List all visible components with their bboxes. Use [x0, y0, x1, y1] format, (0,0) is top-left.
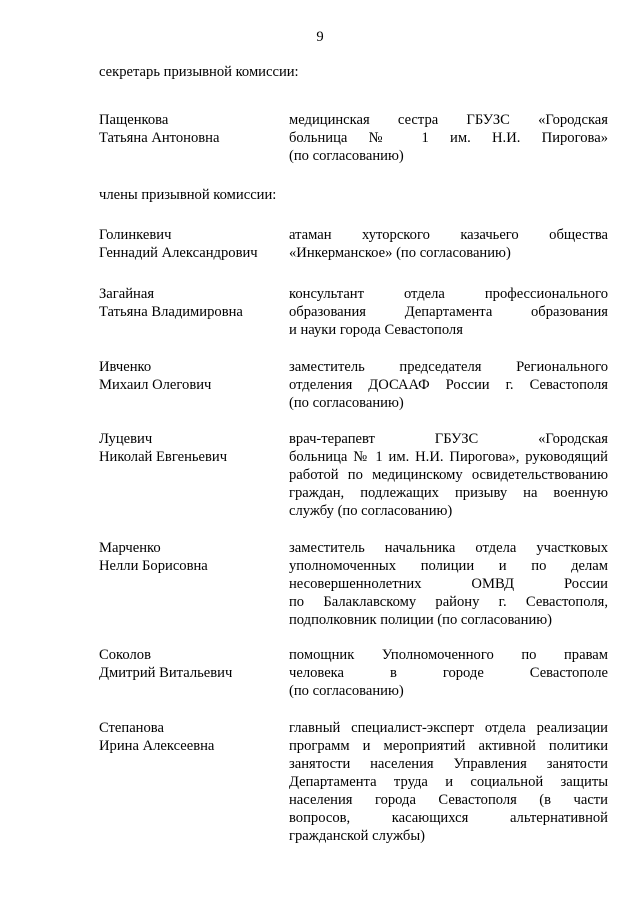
position-line: населения города Севастополя (в части [289, 792, 608, 808]
position-line: (по согласованию) [289, 683, 404, 699]
position-line: врач-терапевт ГБУЗС «Городская [289, 431, 608, 447]
member-surname: Ивченко [99, 359, 152, 375]
position-line: подполковник полиции (по согласованию) [289, 612, 553, 628]
position-line: отделения ДОСААФ России г. Севастополя [289, 377, 608, 393]
member-given-name: Дмитрий Витальевич [99, 665, 233, 681]
secretary-heading: секретарь призывной комиссии: [99, 64, 299, 80]
secretary-given-name: Татьяна Антоновна [99, 130, 220, 146]
position-line: медицинская сестра ГБУЗС «Городская [289, 112, 608, 128]
secretary-name [99, 111, 284, 147]
position-line: вопросов, касающихся альтернативной [289, 810, 608, 826]
position-line: уполномоченных полиции и по делам [289, 558, 608, 574]
position-line: и науки города Севастополя [289, 322, 463, 338]
position-line: граждан, подлежащих призыву на военную [289, 485, 608, 501]
member-given-name: Нелли Борисовна [99, 558, 208, 574]
member-given-name: Геннадий Александрович [99, 245, 258, 261]
position-line: главный специалист-эксперт отдела реализации [289, 720, 608, 736]
position-line: (по согласованию) [289, 395, 404, 411]
member-name [99, 430, 284, 466]
member-position [289, 646, 608, 700]
position-line: службу (по согласованию) [289, 503, 453, 519]
position-line: Департамента труда и социальной защиты [289, 774, 608, 790]
members-heading: члены призывной комиссии: [99, 187, 277, 203]
member-given-name: Татьяна Владимировна [99, 304, 243, 320]
member-surname: Соколов [99, 647, 151, 663]
member-position [289, 285, 608, 339]
member-name [99, 226, 284, 262]
position-line: больница № 1 им. Н.И. Пирогова», руководящий [289, 449, 608, 465]
page-number: 9 [316, 29, 324, 45]
position-line: работой по медицинскому освидетельствованию [289, 467, 608, 483]
secretary-position [289, 111, 608, 165]
member-name [99, 358, 284, 394]
member-surname: Загайная [99, 286, 155, 302]
position-line: заместитель начальника отдела участковых [289, 540, 608, 556]
position-line: больница № 1 им. Н.И. Пирогова» [289, 130, 608, 146]
member-name [99, 719, 284, 755]
position-line: заместитель председателя Регионального [289, 359, 608, 375]
member-surname: Голинкевич [99, 227, 172, 243]
member-name [99, 539, 284, 575]
position-line: образования Департамента образования [289, 304, 608, 320]
member-name [99, 646, 284, 682]
position-line: консультант отдела профессионального [289, 286, 608, 302]
position-line: помощник Уполномоченного по правам [289, 647, 608, 663]
member-given-name: Михаил Олегович [99, 377, 212, 393]
member-surname: Луцевич [99, 431, 153, 447]
position-line: программ и мероприятий активной политики [289, 738, 608, 754]
position-line: (по согласованию) [289, 148, 404, 164]
position-line: человека в городе Севастополе [289, 665, 608, 681]
position-line: гражданской службы) [289, 828, 425, 844]
member-given-name: Николай Евгеньевич [99, 449, 228, 465]
position-line: по Балаклавскому району г. Севастополя, [289, 594, 608, 610]
position-line: несовершеннолетних ОМВД России [289, 576, 608, 592]
member-surname: Степанова [99, 720, 164, 736]
member-surname: Марченко [99, 540, 161, 556]
position-line: «Инкерманское» (по согласованию) [289, 245, 511, 261]
member-position [289, 226, 608, 262]
position-line: занятости населения Управления занятости [289, 756, 608, 772]
member-name [99, 285, 284, 321]
member-given-name: Ирина Алексеевна [99, 738, 215, 754]
member-position [289, 719, 608, 845]
member-position [289, 430, 608, 520]
position-line: атаман хуторского казачьего общества [289, 227, 608, 243]
secretary-surname: Пащенкова [99, 112, 169, 128]
member-position [289, 539, 608, 629]
member-position [289, 358, 608, 412]
